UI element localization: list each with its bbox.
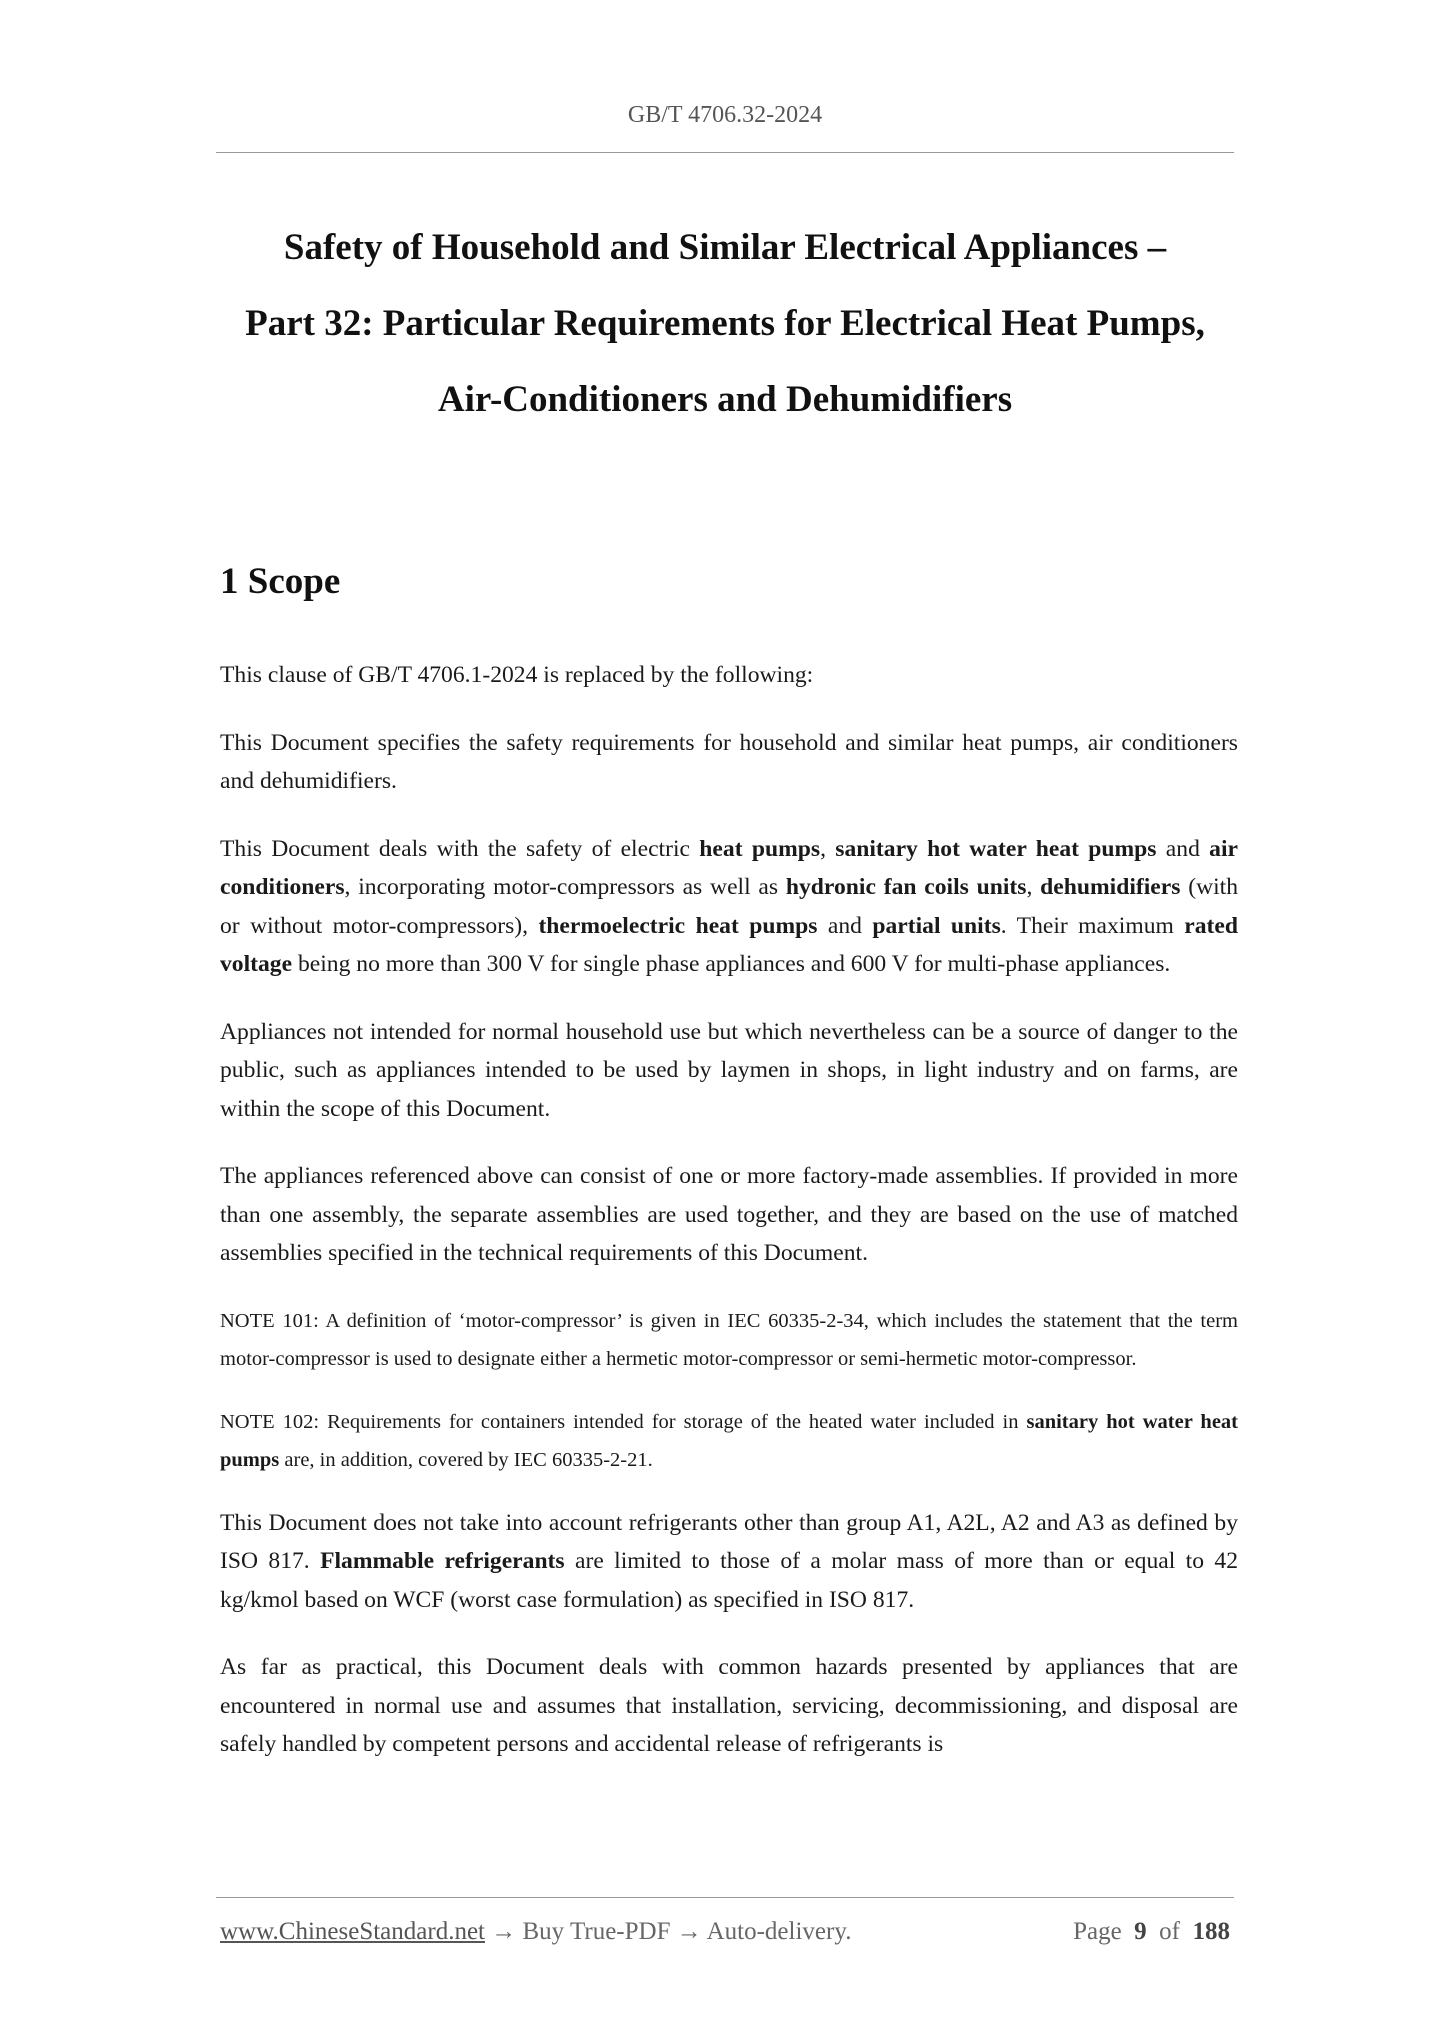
text-run: , incorporating motor-compressors as well as bbox=[344, 874, 786, 900]
paragraph-2: This Document specifies the safety requirements for household and similar heat pumps, air conditioners and dehumidifiers. bbox=[220, 729, 1238, 794]
title-line-1: Safety of Household and Similar Electrical Appliances – bbox=[283, 227, 1167, 268]
paragraph-7: As far as practical, this Document deals with common hazards presented by appliances that are encountered in normal use and assumes that installation, servicing, decommissioning, and disposal are safely handled by competent persons and accidental release of refrigerants is bbox=[220, 1654, 1238, 1757]
paragraph-4: Appliances not intended for normal household use but which nevertheless can be a source of danger to the public, such as appliances intended to be used by laymen in shops, in light industry and on farms, are within the scope of this Document. bbox=[220, 1018, 1238, 1122]
paragraph-3 bbox=[220, 830, 1238, 984]
defined-term: partial units bbox=[872, 912, 1001, 939]
page-label: Page bbox=[1073, 1918, 1122, 1945]
header-divider bbox=[216, 152, 1234, 153]
defined-term: sanitary hot water heat pumps bbox=[220, 1410, 1239, 1471]
defined-term: rated voltage bbox=[220, 912, 1239, 977]
document-title bbox=[180, 210, 1270, 438]
defined-term: sanitary hot water heat pumps bbox=[835, 835, 1157, 862]
text-run: being no more than 300 V for single phase appliances and 600 V for multi-phase appliances. bbox=[292, 951, 1171, 977]
footer-promo bbox=[220, 1918, 851, 1946]
text-run: are, in addition, covered by IEC 60335-2-21. bbox=[279, 1449, 653, 1471]
text-run: NOTE 102: Requirements for containers intended for storage of the heated water included in bbox=[220, 1410, 1027, 1433]
of-label: of bbox=[1159, 1918, 1180, 1945]
text-run: and bbox=[1156, 835, 1210, 862]
page-number bbox=[1073, 1918, 1230, 1946]
current-page: 9 bbox=[1134, 1918, 1147, 1945]
defined-term: hydronic fan coils units bbox=[785, 874, 1027, 900]
text-run: and bbox=[817, 912, 873, 939]
paragraph-6 bbox=[220, 1504, 1238, 1620]
title-line-3: Air-Conditioners and Dehumidifiers bbox=[437, 379, 1013, 420]
body-text bbox=[220, 656, 1238, 1793]
note-101: NOTE 101: A definition of ‘motor-compressor’ is given in IEC 60335-2-34, which includes the statement that the term motor-compressor is used to designate either a hermetic motor-compressor or semi-hermetic motor-compressor. bbox=[220, 1309, 1238, 1370]
running-header: GB/T 4706.32-2024 bbox=[627, 102, 823, 128]
footer-divider bbox=[216, 1897, 1234, 1898]
promo-text: → Buy True-PDF → Auto-delivery. bbox=[485, 1918, 852, 1945]
defined-term: air conditioners bbox=[220, 835, 1238, 900]
text-run: This Document does not take into account refrigerants other than group A1, A2L, A2 and A3 as defined by ISO 817. bbox=[220, 1509, 1238, 1574]
text-run: , bbox=[1026, 874, 1041, 900]
text-run: . Their maximum bbox=[1000, 912, 1185, 939]
website-link[interactable]: www.ChineseStandard.net bbox=[220, 1918, 485, 1945]
defined-term: Flammable refrigerants bbox=[320, 1548, 565, 1574]
total-pages: 188 bbox=[1192, 1918, 1230, 1945]
text-run: (with or without motor-compressors), bbox=[220, 874, 1239, 939]
note-102 bbox=[220, 1403, 1238, 1480]
defined-term: dehumidifiers bbox=[1040, 874, 1181, 900]
text-run: This Document deals with the safety of electric bbox=[220, 835, 700, 862]
paragraph-1: This clause of GB/T 4706.1-2024 is replaced by the following: bbox=[220, 662, 814, 688]
paragraph-5: The appliances referenced above can consist of one or more factory-made assemblies. If provided in more than one assembly, the separate assemblies are used together, and they are based on the use of matched assemblies specified in the technical requirements of this Document. bbox=[220, 1163, 1238, 1266]
text-run: are limited to those of a molar mass of more than or equal to 42 kg/kmol based on WCF (worst case formulation) as specified in ISO 817. bbox=[220, 1548, 1239, 1613]
defined-term: heat pumps bbox=[699, 835, 821, 862]
section-heading: 1 Scope bbox=[220, 561, 341, 602]
title-line-2: Part 32: Particular Requirements for Electrical Heat Pumps, bbox=[245, 303, 1205, 344]
defined-term: thermoelectric heat pumps bbox=[538, 912, 818, 939]
text-run: , bbox=[820, 835, 836, 862]
